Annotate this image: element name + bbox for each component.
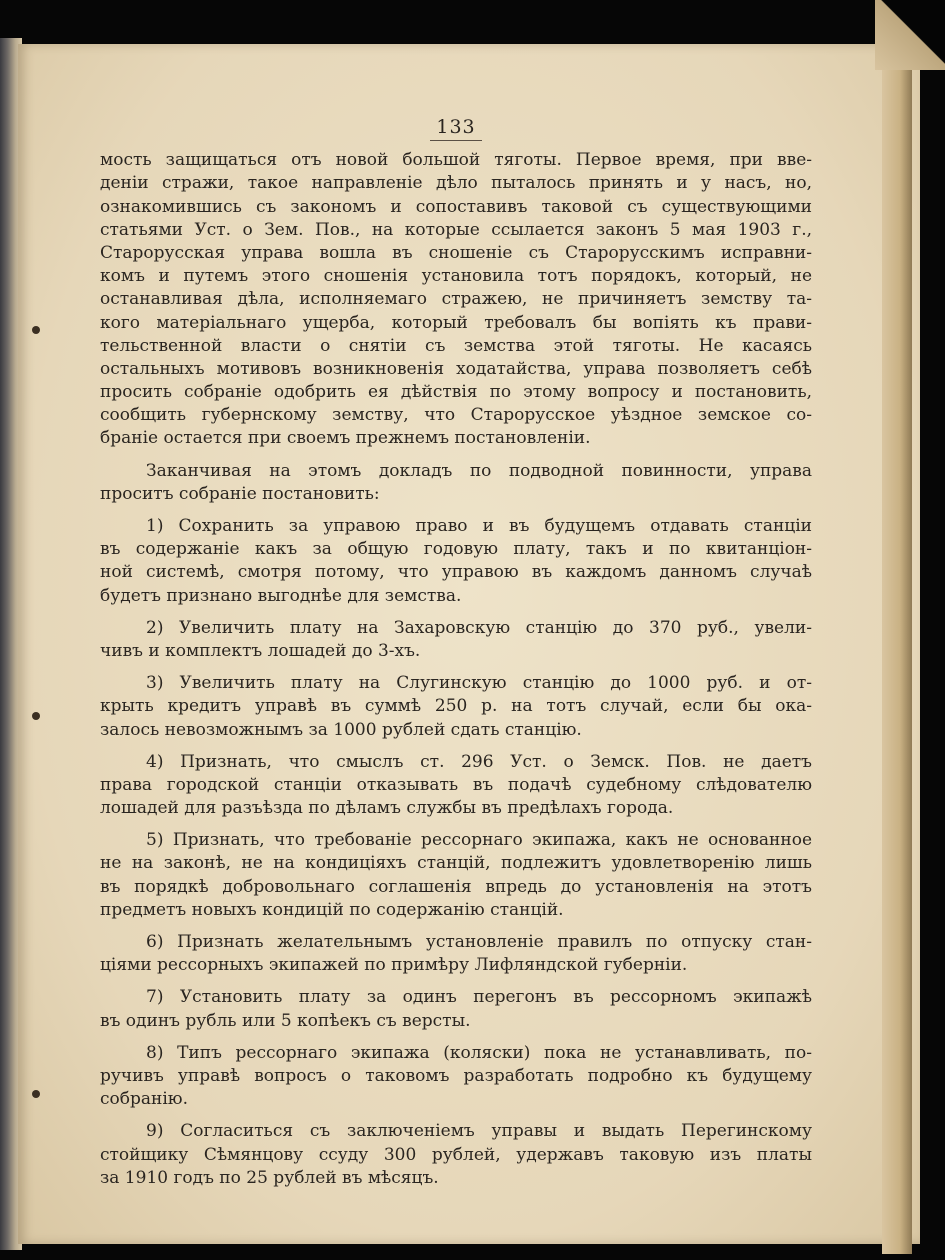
folded-corner (875, 0, 945, 70)
text-line: въ одинъ рубль или 5 копѣекъ съ версты. (100, 1010, 471, 1031)
text-line: деніи стражи, такое направленіе дѣло пыталось принять и у насъ, но, (100, 173, 812, 194)
text-line: браніе остается при своемъ прежнемъ постановленіи. (100, 428, 591, 449)
text-line: крыть кредитъ управѣ въ суммѣ 250 р. на тотъ случай, если бы ока- (100, 696, 812, 717)
paragraph (100, 931, 812, 977)
text-line: 8) Типъ рессорнаго экипажа (коляски) пока не устанавливать, по- (146, 1042, 812, 1063)
binding-hole (32, 1090, 40, 1098)
document-text (100, 116, 812, 1199)
text-line: не на законѣ, не на кондиціяхъ станцій, подлежитъ удовлетворенію лишь (100, 853, 812, 874)
text-line: 2) Увеличить плату на Захаровскую станцію до 370 руб., увели- (146, 617, 812, 638)
text-line: чивъ и комплектъ лошадей до 3-хъ. (100, 640, 421, 661)
text-line: будетъ признано выгоднѣе для земства. (100, 585, 462, 606)
paragraph (100, 829, 812, 922)
text-line: мость защищаться отъ новой большой тяготы. Первое время, при вве- (100, 150, 812, 171)
page-number (100, 116, 812, 141)
text-line: кого матеріальнаго ущерба, который требовалъ бы вопіять къ прави- (100, 312, 812, 333)
text-line: тельственной власти о снятіи съ земства этой тяготы. Не касаясь (100, 335, 812, 356)
text-line: залось невозможнымъ за 1000 рублей сдать станцію. (100, 719, 582, 740)
page-number-text: 133 (430, 116, 481, 141)
text-line: лошадей для разъѣзда по дѣламъ службы въ предѣлахъ города. (100, 798, 674, 819)
text-line: останавливая дѣла, исполняемаго стражею, не причиняетъ земству та- (100, 289, 812, 310)
paragraph (100, 460, 812, 506)
text-line: права городской станціи отказывать въ подачѣ судебному слѣдователю (100, 774, 812, 795)
text-line: ручивъ управѣ вопросъ о таковомъ разработать подробно къ будущему (100, 1065, 812, 1086)
binding-hole (32, 712, 40, 720)
text-line: остальныхъ мотивовъ возникновенія ходатайства, управа позволяетъ себѣ (100, 358, 812, 379)
text-line: Заканчивая на этомъ докладъ по подводной повинности, управа (146, 460, 812, 481)
text-line: ціями рессорныхъ экипажей по примѣру Лифляндской губерніи. (100, 955, 688, 976)
text-line: 6) Признать желательнымъ установленіе правилъ по отпуску стан- (146, 932, 812, 953)
text-line: стойщику Сѣмянцову ссуду 300 рублей, удержавъ таковую изъ платы (100, 1144, 812, 1165)
text-line: въ порядкѣ добровольнаго соглашенія впредь до установленія на этотъ (100, 876, 812, 897)
text-line: ной системѣ, смотря потому, что управою въ каждомъ данномъ случаѣ (100, 562, 812, 583)
text-line: 7) Установить плату за одинъ перегонъ въ рессорномъ экипажѣ (146, 987, 812, 1008)
paragraph (100, 751, 812, 821)
text-line: статьями Уст. о Зем. Пов., на которые ссылается законъ 5 мая 1903 г., (100, 219, 812, 240)
paragraph (100, 1042, 812, 1112)
paragraph (100, 1120, 812, 1190)
text-line: Старорусская управа вошла въ сношеніе съ Старорусскимъ исправни- (100, 242, 812, 263)
paragraph (100, 617, 812, 663)
paragraph (100, 149, 812, 450)
text-line: сообщить губернскому земству, что Старорусское уѣздное земское со- (100, 405, 812, 426)
text-line: 3) Увеличить плату на Слугинскую станцію до 1000 руб. и от- (146, 673, 812, 694)
text-line: 4) Признать, что смыслъ ст. 296 Уст. о Земск. Пов. не даетъ (146, 751, 812, 772)
text-line: 1) Сохранить за управою право и въ будущемъ отдавать станціи (146, 516, 812, 537)
text-line: въ содержаніе какъ за общую годовую плату, такъ и по квитанціон- (100, 539, 812, 560)
text-line: за 1910 годъ по 25 рублей въ мѣсяцъ. (100, 1167, 439, 1188)
paragraph (100, 515, 812, 608)
text-line: собранію. (100, 1089, 188, 1110)
text-line: просить собраніе одобрить ея дѣйствія по этому вопросу и постановить, (100, 382, 812, 403)
binding-hole (32, 326, 40, 334)
text-line: 5) Признать, что требованіе рессорнаго экипажа, какъ не основанное (146, 830, 812, 851)
page-right-edge (882, 44, 912, 1254)
text-line: 9) Согласиться съ заключеніемъ управы и выдать Перегинскому (146, 1121, 812, 1142)
paragraph (100, 672, 812, 742)
text-line: комъ и путемъ этого сношенія установила тотъ порядокъ, который, не (100, 266, 812, 287)
text-line: проситъ собраніе постановить: (100, 483, 380, 504)
paragraph (100, 986, 812, 1032)
text-line: ознакомившись съ закономъ и сопоставивъ таковой съ существующими (100, 196, 812, 217)
text-line: предметъ новыхъ кондицій по содержанію станцій. (100, 899, 564, 920)
paragraph-list (100, 149, 812, 1190)
